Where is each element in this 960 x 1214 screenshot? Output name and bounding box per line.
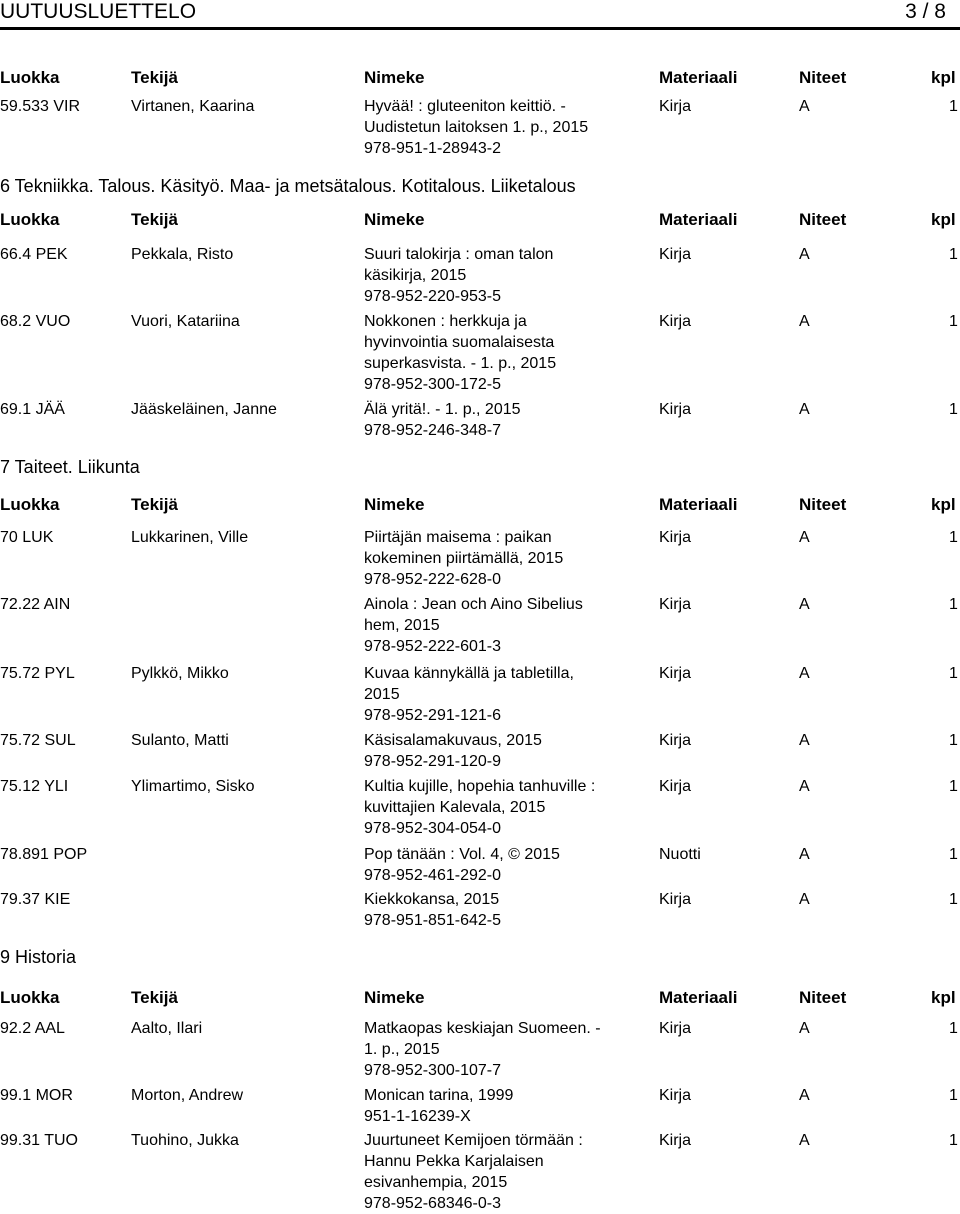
entry-nimeke-line: Piirtäjän maisema : paikan [364,529,552,546]
entry-isbn: 978-952-222-628-0 [364,571,501,588]
entry-niteet: A [799,891,810,908]
entry-tekija: Aalto, Ilari [131,1020,203,1037]
entry-niteet: A [799,529,810,546]
entry-niteet: A [799,665,810,682]
entry-materiaali: Kirja [659,98,692,115]
header-materiaali: Materiaali [659,68,738,87]
entry-materiaali: Nuotti [659,846,701,863]
entry-nimeke-line: Älä yritä!. - 1. p., 2015 [364,401,521,418]
entry-luokka: 92.2 AAL [0,1020,65,1037]
header-luokka: Luokka [0,210,60,229]
entry-isbn: 978-952-220-953-5 [364,288,501,305]
entry-tekija: Lukkarinen, Ville [131,529,249,546]
entry-kpl: 1 [949,778,958,795]
entry-kpl: 1 [949,313,958,330]
entry-nimeke-line: 2015 [364,686,400,703]
entry-niteet: A [799,1087,810,1104]
entry-niteet: A [799,846,810,863]
entry-nimeke-line: Kuvaa kännykällä ja tabletilla, [364,665,574,682]
entry-niteet: A [799,401,810,418]
entry-niteet: A [799,98,810,115]
entry-luokka: 69.1 JÄÄ [0,401,65,418]
entry-tekija: Ylimartimo, Sisko [131,778,255,795]
entry-nimeke-line: Suuri talokirja : oman talon [364,246,554,263]
entry-nimeke-line: Juurtuneet Kemijoen törmään : [364,1132,583,1149]
entry-luokka: 75.12 YLI [0,778,69,795]
entry-nimeke-line: Hyvää! : gluteeniton keittiö. - [364,98,566,115]
entry-nimeke-line: Uudistetun laitoksen 1. p., 2015 [364,119,589,136]
header-kpl: kpl [931,210,956,229]
header-tekija: Tekijä [131,988,178,1007]
entry-nimeke-line: käsikirja, 2015 [364,267,467,284]
entry-niteet: A [799,596,810,613]
header-nimeke: Nimeke [364,495,425,514]
header-kpl: kpl [931,495,956,514]
entry-nimeke-line: hem, 2015 [364,617,440,634]
entry-luokka: 79.37 KIE [0,891,71,908]
entry-nimeke-line: superkasvista. - 1. p., 2015 [364,355,557,372]
section-heading: 6 Tekniikka. Talous. Käsityö. Maa- ja metsätalous. Kotitalous. Liiketalous [0,176,576,196]
entry-nimeke-line: hyvinvointia suomalaisesta [364,334,555,351]
entry-kpl: 1 [949,98,958,115]
entry-materiaali: Kirja [659,246,692,263]
entry-kpl: 1 [949,1020,958,1037]
header-materiaali: Materiaali [659,495,738,514]
entry-luokka: 75.72 PYL [0,665,75,682]
entry-nimeke-line: esivanhempia, 2015 [364,1174,508,1191]
header-tekija: Tekijä [131,495,178,514]
header-niteet: Niteet [799,210,847,229]
entry-materiaali: Kirja [659,529,692,546]
entry-kpl: 1 [949,246,958,263]
header-materiaali: Materiaali [659,988,738,1007]
entry-nimeke-line: Matkaopas keskiajan Suomeen. - [364,1020,601,1037]
entry-tekija: Vuori, Katariina [131,313,240,330]
header-tekija: Tekijä [131,68,178,87]
header-niteet: Niteet [799,495,847,514]
section-heading: 9 Historia [0,947,77,967]
entry-niteet: A [799,246,810,263]
catalog-title: UUTUUSLUETTELO [0,0,197,23]
entry-isbn: 978-952-246-348-7 [364,422,501,439]
entry-nimeke-line: Nokkonen : herkkuja ja [364,313,527,330]
entry-tekija: Morton, Andrew [131,1087,244,1104]
entry-materiaali: Kirja [659,778,692,795]
entry-materiaali: Kirja [659,665,692,682]
entry-niteet: A [799,778,810,795]
header-materiaali: Materiaali [659,210,738,229]
entry-kpl: 1 [949,1087,958,1104]
entry-niteet: A [799,313,810,330]
entry-isbn: 951-1-16239-X [364,1108,471,1125]
entry-isbn: 978-951-1-28943-2 [364,140,501,157]
entry-nimeke-line: kuvittajien Kalevala, 2015 [364,799,546,816]
entry-nimeke-line: Kultia kujille, hopehia tanhuville : [364,778,596,795]
header-luokka: Luokka [0,495,60,514]
entry-tekija: Pekkala, Risto [131,246,234,263]
entry-materiaali: Kirja [659,401,692,418]
header-tekija: Tekijä [131,210,178,229]
entry-nimeke-line: Monican tarina, 1999 [364,1087,514,1104]
entry-luokka: 68.2 VUO [0,313,71,330]
header-nimeke: Nimeke [364,210,425,229]
page-number: 3 / 8 [905,0,946,23]
entry-isbn: 978-952-461-292-0 [364,867,501,884]
header-luokka: Luokka [0,68,60,87]
entry-luokka: 66.4 PEK [0,246,68,263]
entry-materiaali: Kirja [659,1132,692,1149]
column-header-row [0,209,960,231]
entry-kpl: 1 [949,596,958,613]
entry-nimeke-line: Pop tänään : Vol. 4, © 2015 [364,846,560,863]
entry-luokka: 59.533 VIR [0,98,81,115]
entry-isbn: 978-952-304-054-0 [364,820,501,837]
entry-isbn: 978-952-68346-0-3 [364,1195,501,1212]
entry-nimeke-line: Ainola : Jean och Aino Sibelius [364,596,583,613]
column-header-row [0,494,960,516]
entry-isbn: 978-952-222-601-3 [364,638,501,655]
entry-nimeke-line: Käsisalamakuvaus, 2015 [364,732,542,749]
header-niteet: Niteet [799,68,847,87]
entry-luokka: 75.72 SUL [0,732,76,749]
entry-isbn: 978-952-291-120-9 [364,753,501,770]
entry-materiaali: Kirja [659,313,692,330]
entry-kpl: 1 [949,529,958,546]
entry-materiaali: Kirja [659,891,692,908]
header-luokka: Luokka [0,988,60,1007]
section-heading: 7 Taiteet. Liikunta [0,457,140,477]
entry-kpl: 1 [949,846,958,863]
title-rule [0,27,960,30]
entry-materiaali: Kirja [659,732,692,749]
entry-luokka: 99.31 TUO [0,1132,78,1149]
entry-kpl: 1 [949,891,958,908]
header-nimeke: Nimeke [364,68,425,87]
header-kpl: kpl [931,68,956,87]
entry-tekija: Jääskeläinen, Janne [131,401,277,418]
header-niteet: Niteet [799,988,847,1007]
entry-luokka: 78.891 POP [0,846,88,863]
entry-luokka: 72.22 AIN [0,596,71,613]
entry-materiaali: Kirja [659,596,692,613]
entry-nimeke-line: 1. p., 2015 [364,1041,440,1058]
column-header-row [0,987,960,1009]
entry-isbn: 978-952-291-121-6 [364,707,501,724]
entry-kpl: 1 [949,665,958,682]
entry-nimeke-line: Kiekkokansa, 2015 [364,891,500,908]
header-nimeke: Nimeke [364,988,425,1007]
entry-niteet: A [799,1020,810,1037]
entry-kpl: 1 [949,401,958,418]
entry-kpl: 1 [949,1132,958,1149]
entry-materiaali: Kirja [659,1087,692,1104]
entry-niteet: A [799,1132,810,1149]
entry-nimeke-line: Hannu Pekka Karjalaisen [364,1153,544,1170]
entry-tekija: Sulanto, Matti [131,732,229,749]
entry-tekija: Tuohino, Jukka [131,1132,239,1149]
entry-materiaali: Kirja [659,1020,692,1037]
entry-luokka: 70 LUK [0,529,54,546]
entry-isbn: 978-952-300-107-7 [364,1062,501,1079]
column-header-row [0,67,960,89]
entry-tekija: Pylkkö, Mikko [131,665,229,682]
entry-tekija: Virtanen, Kaarina [131,98,255,115]
entry-kpl: 1 [949,732,958,749]
entry-isbn: 978-952-300-172-5 [364,376,501,393]
entry-isbn: 978-951-851-642-5 [364,912,501,929]
entry-luokka: 99.1 MOR [0,1087,73,1104]
entry-niteet: A [799,732,810,749]
header-kpl: kpl [931,988,956,1007]
entry-nimeke-line: kokeminen piirtämällä, 2015 [364,550,564,567]
